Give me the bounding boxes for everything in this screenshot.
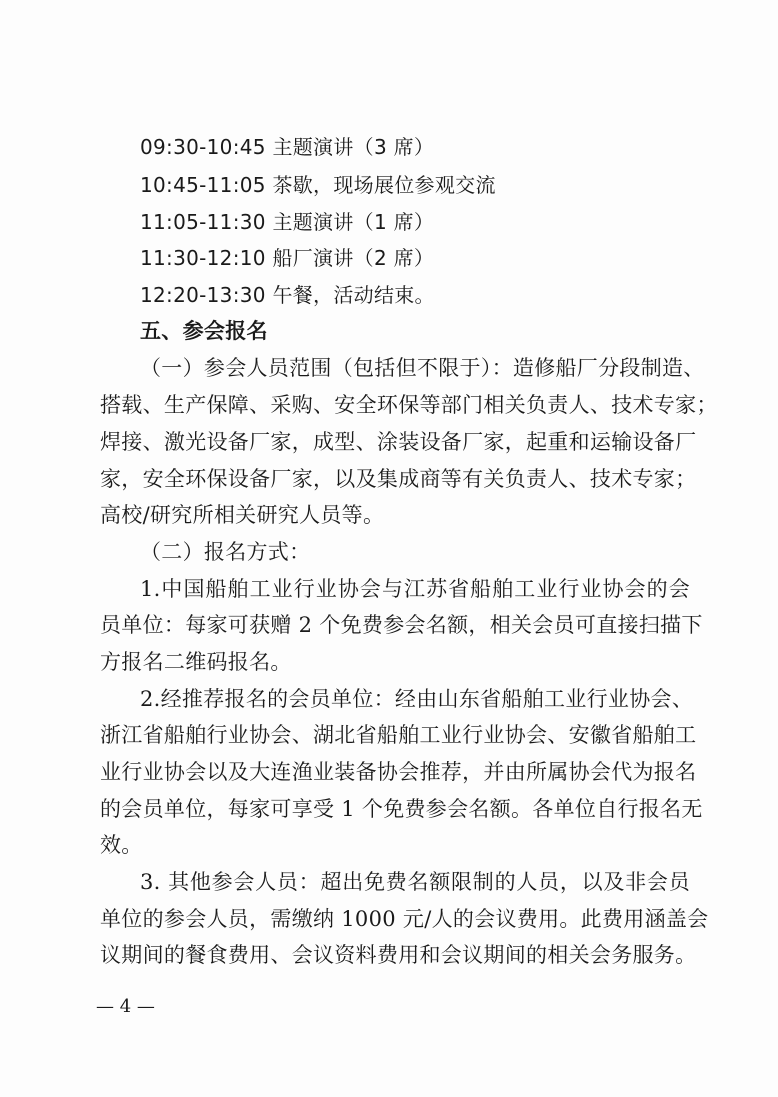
item1-line: 员单位：每家可获赠 2 个免费参会名额，相关会员可直接扫描下 (100, 613, 703, 637)
scope-line: 高校/研究所相关研究人员等。 (100, 503, 385, 527)
scope-line: 焊接、激光设备厂家，成型、涂装设备厂家，起重和运输设备厂 (100, 430, 697, 454)
page-number: — 4 — (96, 996, 155, 1017)
item2-line: 2.经推荐报名的会员单位：经由山东省船舶工业行业协会、 (140, 687, 694, 711)
item2-line: 效。 (100, 833, 143, 857)
scope-line: 搭载、生产保障、采购、安全环保等部门相关负责人、技术专家； (100, 393, 718, 417)
item3-line: 3. 其他参会人员：超出免费名额限制的人员，以及非会员 (140, 870, 690, 894)
section-heading: 五、参会报名 (140, 319, 268, 343)
item2-line: 业行业协会以及大连渔业装备协会推荐，并由所属协会代为报名 (100, 760, 697, 784)
schedule-item: 11:30-12:10 船厂演讲（2 席） (140, 246, 435, 270)
item2-line: 浙江省船舶行业协会、湖北省船舶工业行业协会、安徽省船舶工 (100, 723, 697, 747)
item1-line: 1.中国船舶工业行业协会与江苏省船舶工业行业协会的会 (140, 577, 690, 601)
method-heading: （二）报名方式： (140, 540, 311, 564)
schedule-item: 09:30-10:45 主题演讲（3 席） (140, 135, 435, 159)
schedule-item: 10:45-11:05 茶歇，现场展位参观交流 (140, 173, 496, 197)
item3-line: 议期间的餐食费用、会议资料费用和会议期间的相关会务服务。 (100, 943, 697, 967)
item2-line: 的会员单位，每家可享受 1 个免费参会名额。各单位自行报名无 (100, 797, 703, 821)
schedule-item: 12:20-13:30 午餐，活动结束。 (140, 283, 435, 307)
item3-line: 单位的参会人员，需缴纳 1000 元/人的会议费用。此费用涵盖会 (100, 907, 709, 931)
scope-line: （一）参会人员范围（包括但不限于）：造修船厂分段制造、 (140, 356, 705, 380)
item1-line: 方报名二维码报名。 (100, 650, 292, 674)
schedule-item: 11:05-11:30 主题演讲（1 席） (140, 210, 435, 234)
scope-line: 家，安全环保设备厂家，以及集成商等有关负责人、技术专家； (100, 467, 697, 491)
